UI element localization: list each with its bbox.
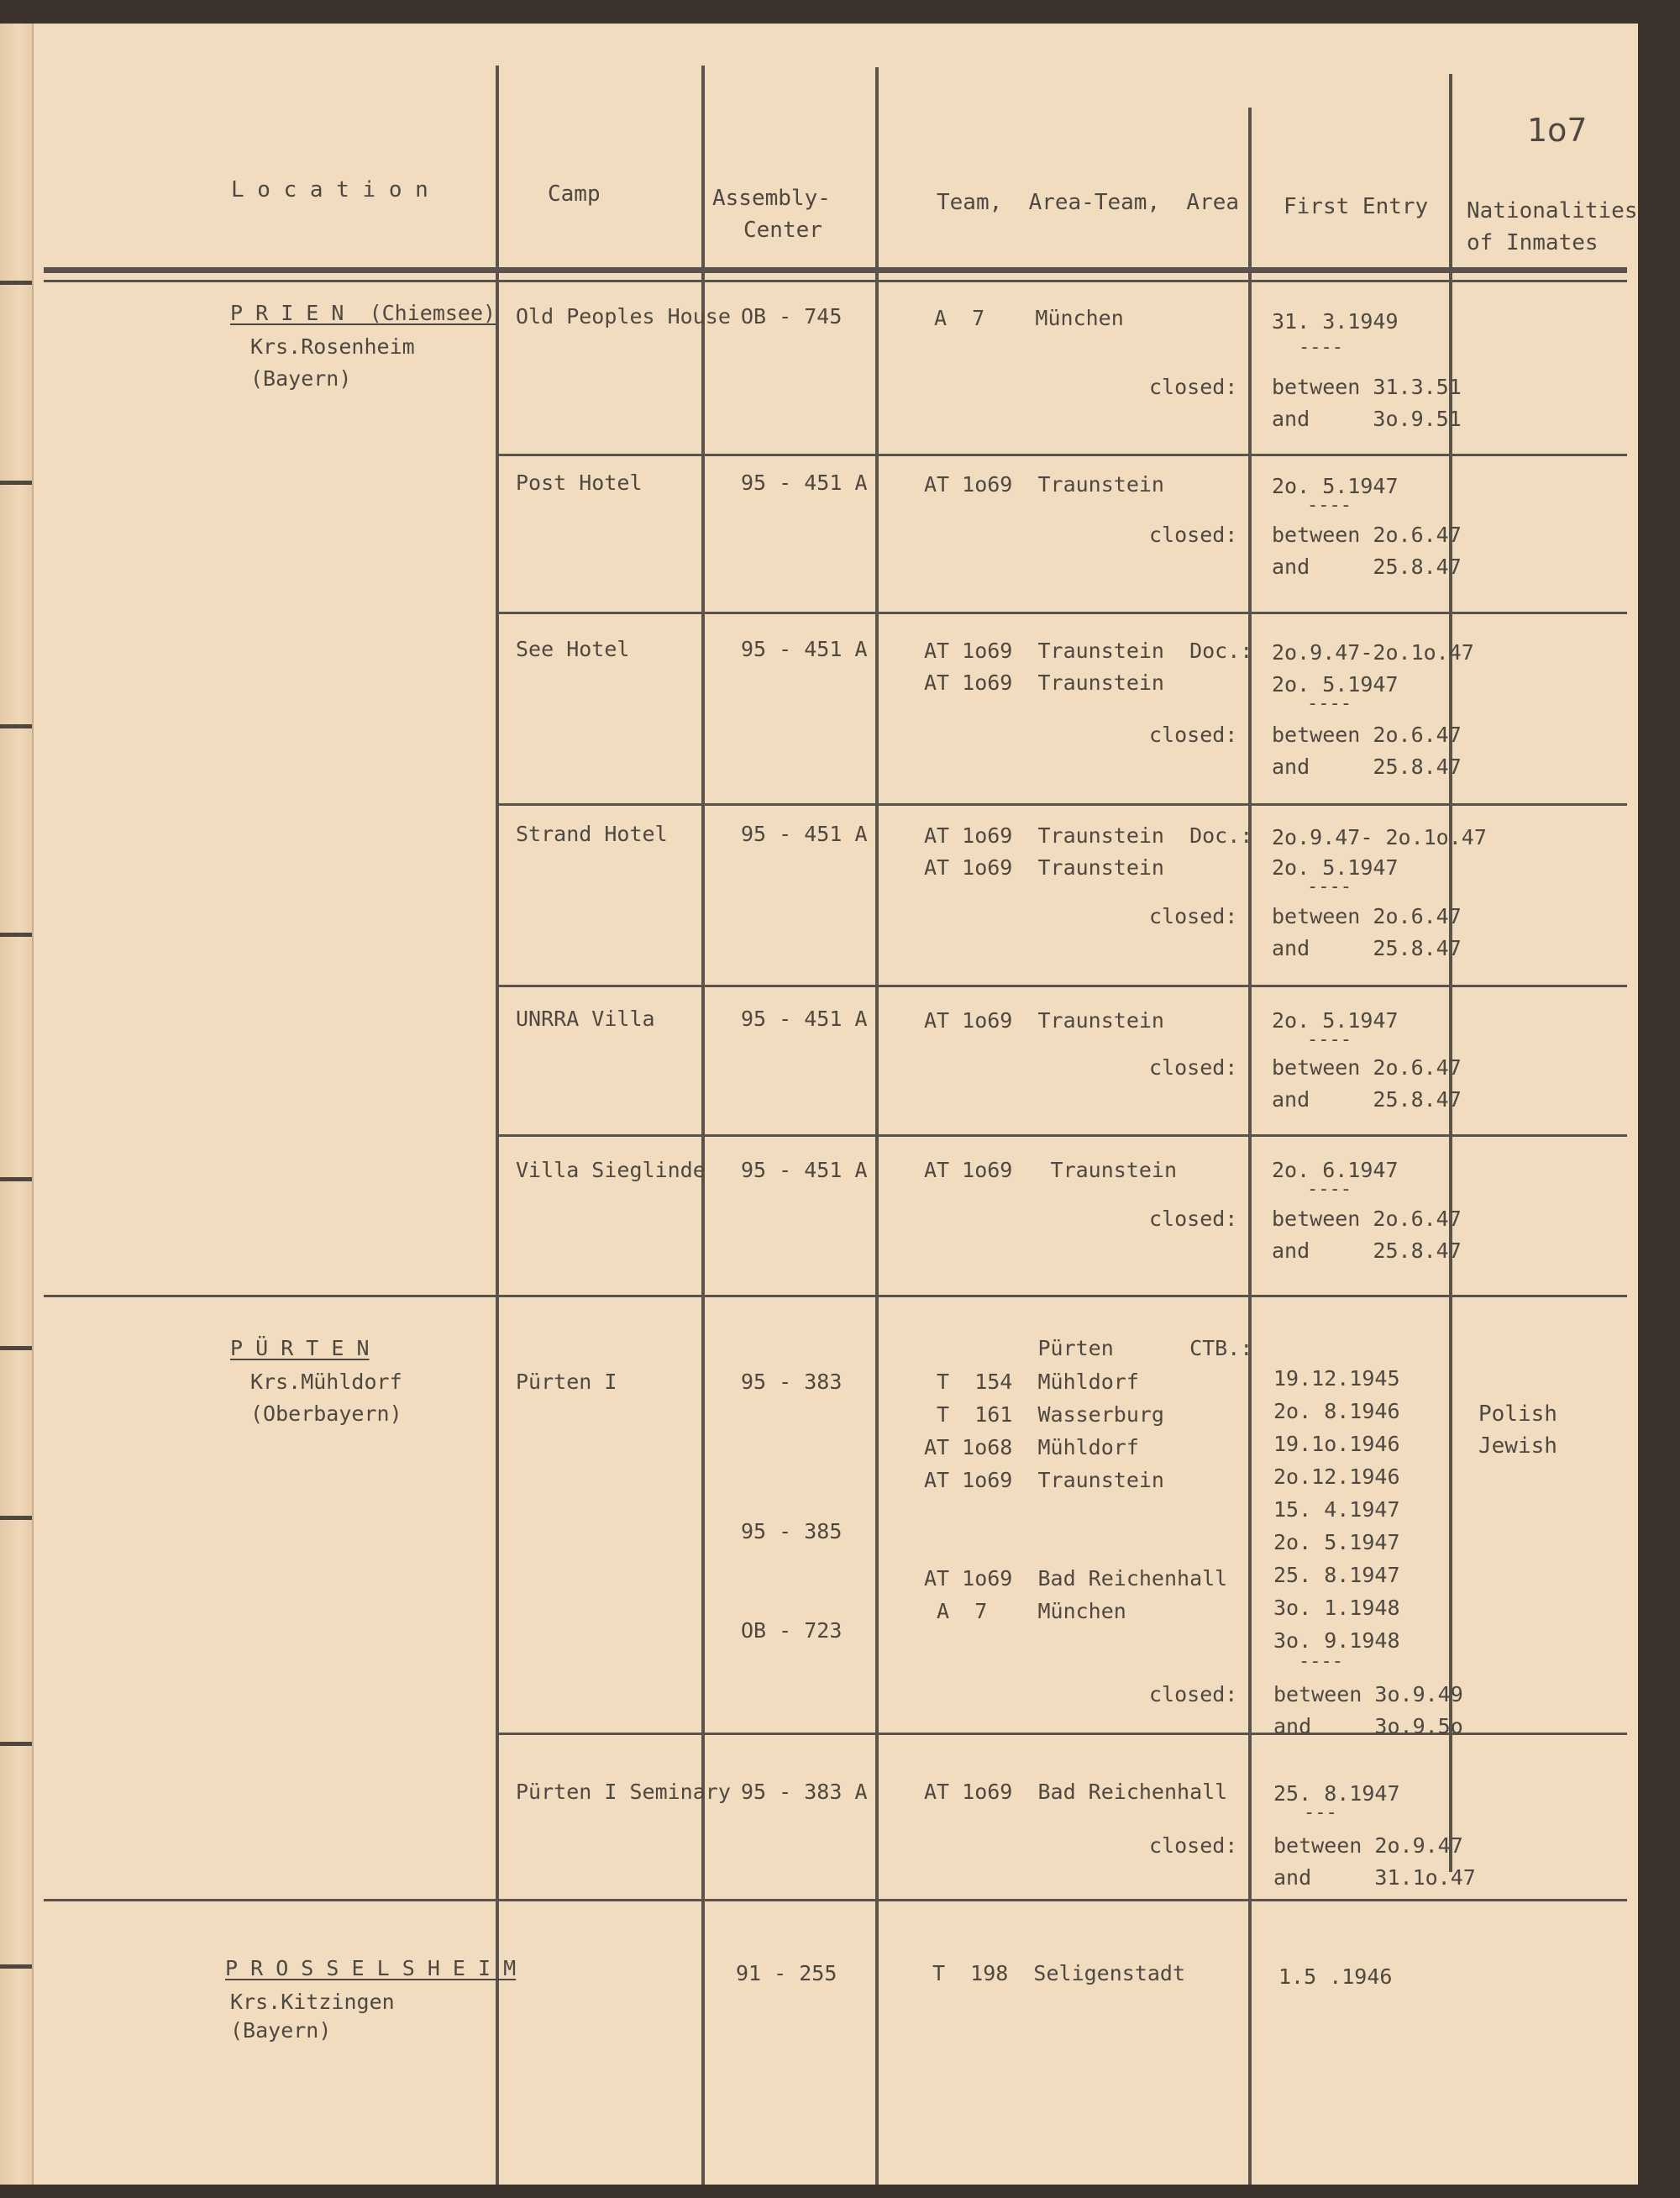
header-location: L o c a t i o n: [231, 177, 428, 202]
rule-assembly: [701, 66, 705, 2185]
closed-label: closed:: [1149, 904, 1238, 928]
location-prien: P R I E N (Chiemsee): [230, 301, 496, 325]
first-entry-date: 25. 8.1947: [1273, 1781, 1400, 1806]
closed-label: closed:: [1149, 375, 1238, 399]
assembly-center: 91 - 255: [736, 1961, 837, 1985]
location-puerten: P Ü R T E N: [230, 1336, 370, 1360]
closed-between: between 2o.9.47: [1273, 1833, 1463, 1858]
closed-and: and 25.8.47: [1272, 555, 1462, 579]
closed-and: and 31.1o.47: [1273, 1865, 1476, 1890]
assembly-center: OB - 745: [741, 304, 843, 329]
closed-label: closed:: [1149, 1055, 1238, 1080]
camp-name: Post Hotel: [516, 471, 643, 495]
closed-between: between 2o.6.47: [1272, 904, 1462, 928]
entry-dash: ---: [1304, 1802, 1337, 1823]
header-nationalities-1: Nationalities: [1467, 198, 1638, 223]
entry-dash: ----: [1299, 337, 1343, 358]
nationality: Jewish: [1478, 1433, 1557, 1459]
rule-first-entry: [1248, 108, 1252, 2185]
closed-label: closed:: [1149, 1833, 1238, 1858]
closed-between: between 31.3.51: [1272, 375, 1462, 399]
team-entry: AT 1o69 Traunstein Doc.:: [924, 823, 1253, 848]
team-entry: A 7 München: [934, 306, 1124, 330]
team-entry: A 7 München: [924, 1599, 1126, 1623]
first-entry-date: 2o. 5.1947: [1272, 672, 1399, 697]
entry-dash: ----: [1307, 1179, 1352, 1200]
team-entry: AT 1o69 Bad Reichenhall: [924, 1566, 1228, 1591]
header-assembly-2: Center: [743, 218, 822, 243]
first-entry-date: 25. 8.1947: [1273, 1563, 1400, 1587]
team-entry: AT 1o69 Traunstein: [924, 855, 1164, 880]
location-prien-district: Krs.Rosenheim: [250, 334, 415, 359]
section-rule: [44, 1295, 1627, 1297]
binding-strip: [0, 24, 34, 2185]
closed-between: between 3o.9.49: [1273, 1682, 1463, 1706]
first-entry-date: 2o. 5.1947: [1272, 474, 1399, 498]
binding-tick: [0, 1742, 32, 1746]
rule-team: [875, 67, 879, 2185]
first-entry-date: 2o.12.1946: [1273, 1464, 1400, 1489]
team-entry: AT 1o69 Traunstein: [924, 670, 1164, 695]
header-rule: [44, 267, 1627, 273]
entry-dash: ----: [1299, 1651, 1343, 1672]
team-entry: AT 1o69 Traunstein Doc.:: [924, 639, 1253, 663]
assembly-center: 95 - 451 A: [741, 822, 868, 846]
location-prosselsheim-district: Krs.Kitzingen: [230, 1990, 395, 2014]
binding-tick: [0, 481, 32, 485]
team-entry: AT 1o69 Traunstein: [924, 472, 1164, 497]
header-team: Team, Area-Team, Area: [937, 190, 1240, 215]
location-prien-state: (Bayern): [250, 366, 352, 391]
closed-label: closed:: [1149, 1682, 1238, 1706]
row-rule: [497, 612, 1627, 614]
binding-tick: [0, 724, 32, 728]
header-assembly-1: Assembly-: [712, 186, 831, 211]
team-entry: AT 1o69 Bad Reichenhall: [924, 1780, 1228, 1804]
assembly-center: 95 - 383: [741, 1370, 843, 1394]
camp-name: UNRRA Villa: [516, 1007, 655, 1031]
first-entry-date: 2o. 8.1946: [1273, 1399, 1400, 1423]
header-first-entry: First Entry: [1284, 194, 1429, 219]
closed-between: between 2o.6.47: [1272, 723, 1462, 747]
location-prosselsheim: P R O S S E L S H E I M: [225, 1956, 517, 1980]
closed-and: and 3o.9.51: [1272, 407, 1462, 431]
assembly-center: 95 - 451 A: [741, 1007, 868, 1031]
location-puerten-district: Krs.Mühldorf: [250, 1370, 402, 1394]
assembly-center: 95 - 451 A: [741, 1158, 868, 1182]
team-entry: AT 1o68 Mühldorf: [924, 1435, 1139, 1459]
entry-dash: ----: [1307, 1029, 1352, 1050]
nationality: Polish: [1478, 1401, 1557, 1427]
first-entry-date: 2o. 6.1947: [1272, 1158, 1399, 1182]
closed-and: and 25.8.47: [1272, 755, 1462, 779]
first-entry-date: 1.5 .1946: [1278, 1964, 1393, 1989]
binding-tick: [0, 1964, 32, 1969]
closed-and: and 25.8.47: [1272, 1087, 1462, 1112]
row-rule: [497, 803, 1627, 806]
binding-tick: [0, 1516, 32, 1520]
row-rule: [497, 985, 1627, 987]
rule-nationalities: [1449, 74, 1452, 1872]
camp-name: Villa Sieglinde: [516, 1158, 706, 1182]
header-rule-lower: [44, 280, 1627, 282]
camp-name: Strand Hotel: [516, 822, 668, 846]
first-entry-date: 31. 3.1949: [1272, 309, 1399, 334]
first-entry-date: 2o.9.47-2o.1o.47: [1272, 640, 1474, 665]
team-entry: T 161 Wasserburg: [924, 1402, 1164, 1427]
header-camp: Camp: [548, 181, 601, 207]
entry-dash: ----: [1307, 693, 1352, 714]
rule-camp: [496, 66, 499, 2185]
team-entry: AT 1o69 Traunstein: [924, 1158, 1178, 1182]
team-entry: Pürten CTB.:: [924, 1336, 1253, 1360]
binding-tick: [0, 1177, 32, 1181]
first-entry-date: 3o. 1.1948: [1273, 1596, 1400, 1620]
team-entry: AT 1o69 Traunstein: [924, 1008, 1164, 1033]
row-rule: [497, 1134, 1627, 1137]
first-entry-date: 19.12.1945: [1273, 1366, 1400, 1391]
header-nationalities-2: of Inmates: [1467, 230, 1599, 255]
page-number: 1o7: [1527, 112, 1588, 149]
camp-name: Pürten I Seminary: [516, 1780, 731, 1804]
closed-and: and 25.8.47: [1272, 1238, 1462, 1263]
location-puerten-state: (Oberbayern): [250, 1401, 402, 1426]
binding-tick: [0, 1346, 32, 1350]
first-entry-date: 2o. 5.1947: [1273, 1530, 1400, 1554]
assembly-center: OB - 723: [741, 1618, 843, 1643]
team-entry: T 154 Mühldorf: [924, 1370, 1139, 1394]
closed-and: and 25.8.47: [1272, 936, 1462, 960]
assembly-center: 95 - 385: [741, 1519, 843, 1543]
camp-name: Pürten I: [516, 1370, 617, 1394]
assembly-center: 95 - 383 A: [741, 1780, 868, 1804]
team-entry: AT 1o69 Traunstein: [924, 1468, 1164, 1492]
first-entry-date: 2o. 5.1947: [1272, 855, 1399, 880]
entry-dash: ----: [1307, 876, 1352, 897]
team-entry: T 198 Seligenstadt: [932, 1961, 1186, 1985]
binding-tick: [0, 933, 32, 937]
camp-name: Old Peoples House: [516, 304, 731, 329]
row-rule: [497, 454, 1627, 456]
closed-and: and 3o.9.5o: [1273, 1714, 1463, 1738]
closed-between: between 2o.6.47: [1272, 1055, 1462, 1080]
closed-label: closed:: [1149, 723, 1238, 747]
section-rule: [44, 1899, 1627, 1901]
first-entry-date: 3o. 9.1948: [1273, 1628, 1400, 1653]
location-prosselsheim-state: (Bayern): [230, 2018, 332, 2043]
closed-between: between 2o.6.47: [1272, 523, 1462, 547]
document-page: [0, 24, 1638, 2185]
assembly-center: 95 - 451 A: [741, 637, 868, 661]
first-entry-date: 2o.9.47- 2o.1o.47: [1272, 825, 1487, 849]
entry-dash: ----: [1307, 495, 1352, 516]
first-entry-date: 19.1o.1946: [1273, 1432, 1400, 1456]
camp-name: See Hotel: [516, 637, 630, 661]
closed-between: between 2o.6.47: [1272, 1207, 1462, 1231]
closed-label: closed:: [1149, 1207, 1238, 1231]
first-entry-date: 2o. 5.1947: [1272, 1008, 1399, 1033]
binding-tick: [0, 281, 32, 285]
closed-label: closed:: [1149, 523, 1238, 547]
assembly-center: 95 - 451 A: [741, 471, 868, 495]
first-entry-date: 15. 4.1947: [1273, 1497, 1400, 1522]
